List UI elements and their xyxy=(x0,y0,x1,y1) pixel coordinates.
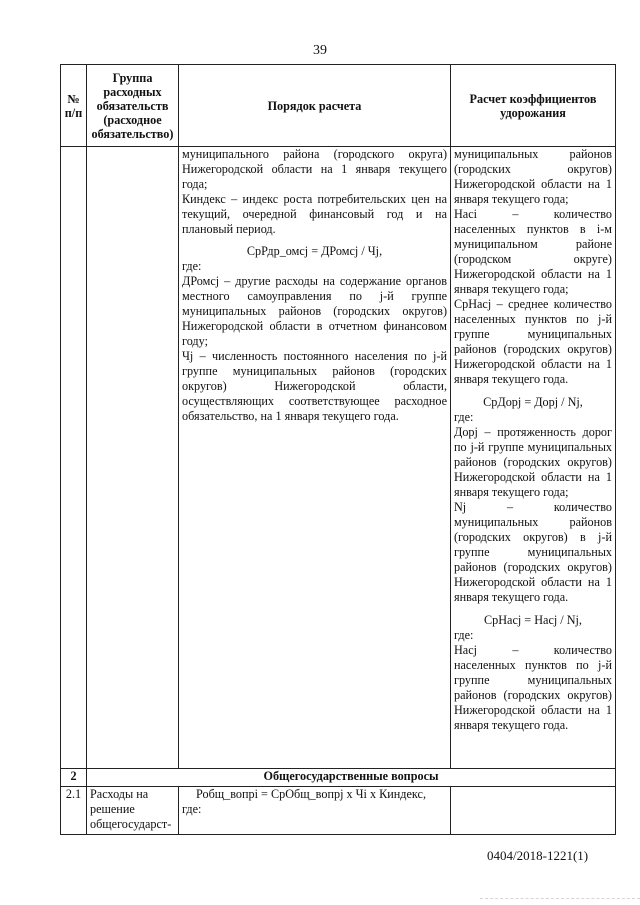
cell-group xyxy=(87,147,179,769)
scan-artifact xyxy=(480,898,640,901)
row-coefficients xyxy=(451,787,616,835)
text-paragraph: где: xyxy=(454,628,474,642)
text-paragraph: где: xyxy=(182,802,202,816)
header-calculation-order: Порядок расчета xyxy=(179,65,451,147)
formula: СрНасj = Насj / Nj, xyxy=(484,613,582,627)
section-row xyxy=(61,769,616,787)
calculation-table xyxy=(60,64,616,835)
text-paragraph: ДРомсj – другие расходы на содержание органов местного самоуправления по j-й группе муниципальных районов (городских округов) Нижегородской области в отчетном финансовом году; xyxy=(182,274,447,348)
text-paragraph: Nj – количество муниципальных районов (городских округов) в j-й группе муниципальных районов (городских округов) Нижегородской области на 1 января текущего года. xyxy=(454,500,612,604)
text-paragraph: Насj – количество населенных пунктов по j-й группе муниципальных районов (городских округов) Нижегородской области на 1 января текущего года. xyxy=(454,643,612,732)
cell-coefficients xyxy=(451,147,616,769)
text-paragraph: СрНасj – среднее количество населенных пунктов по j-й группе муниципальных районов (городских округов) Нижегородской области на 1 января текущего года. xyxy=(454,297,612,386)
cell-calculation-order xyxy=(179,147,451,769)
text-paragraph: Дорj – протяженность дорог по j-й группе муниципальных районов (городских округов) Нижегородской области на 1 января текущего года; xyxy=(454,425,612,499)
text-paragraph: Киндекс – индекс роста потребительских цен на текущий, очередной финансовый год и на плановый период. xyxy=(182,192,447,236)
row-calculation-order xyxy=(179,787,451,835)
text-paragraph: Чj – численность постоянного населения по j-й группе муниципальных районов (городских округов) Нижегородской области, осуществляющих соответствующее расходное обязательство, на 1 января текущего года. xyxy=(182,349,447,423)
text-paragraph: муниципального района (городского округа) Нижегородской области на 1 января текущего года; xyxy=(182,147,447,191)
page-number: 39 xyxy=(313,43,327,58)
header-group: Группа расходных обязательств (расходное обязательство) xyxy=(87,65,179,147)
text-paragraph: где: xyxy=(454,410,474,424)
table-header-row xyxy=(61,65,616,147)
formula: Робщ_вопрi = СрОбщ_вопрj х Чi х Киндекс, xyxy=(196,787,426,801)
text-paragraph: где: xyxy=(182,259,202,273)
formula: СрДорj = Дорj / Nj, xyxy=(483,395,583,409)
row-group: Расходы на решение общегосударст- xyxy=(87,787,179,835)
document-code: 0404/2018-1221(1) xyxy=(487,848,589,863)
table-row xyxy=(61,787,616,835)
header-number: № п/п xyxy=(61,65,87,147)
section-title: Общегосударственные вопросы xyxy=(87,769,616,787)
row-number: 2.1 xyxy=(61,787,87,835)
formula: СрРдр_омсj = ДРомсj / Чj, xyxy=(246,244,383,258)
header-coefficients: Расчет коэффициентов удорожания xyxy=(451,65,616,147)
text-paragraph: Насi – количество населенных пунктов в i-м муниципальном районе (городском округе) Нижегородской области на 1 января текущего года; xyxy=(454,207,612,296)
cell-number xyxy=(61,147,87,769)
section-number: 2 xyxy=(61,769,87,787)
text-paragraph: муниципальных районов (городских округов) Нижегородской области на 1 января текущего года; xyxy=(454,147,612,206)
table-row xyxy=(61,147,616,769)
